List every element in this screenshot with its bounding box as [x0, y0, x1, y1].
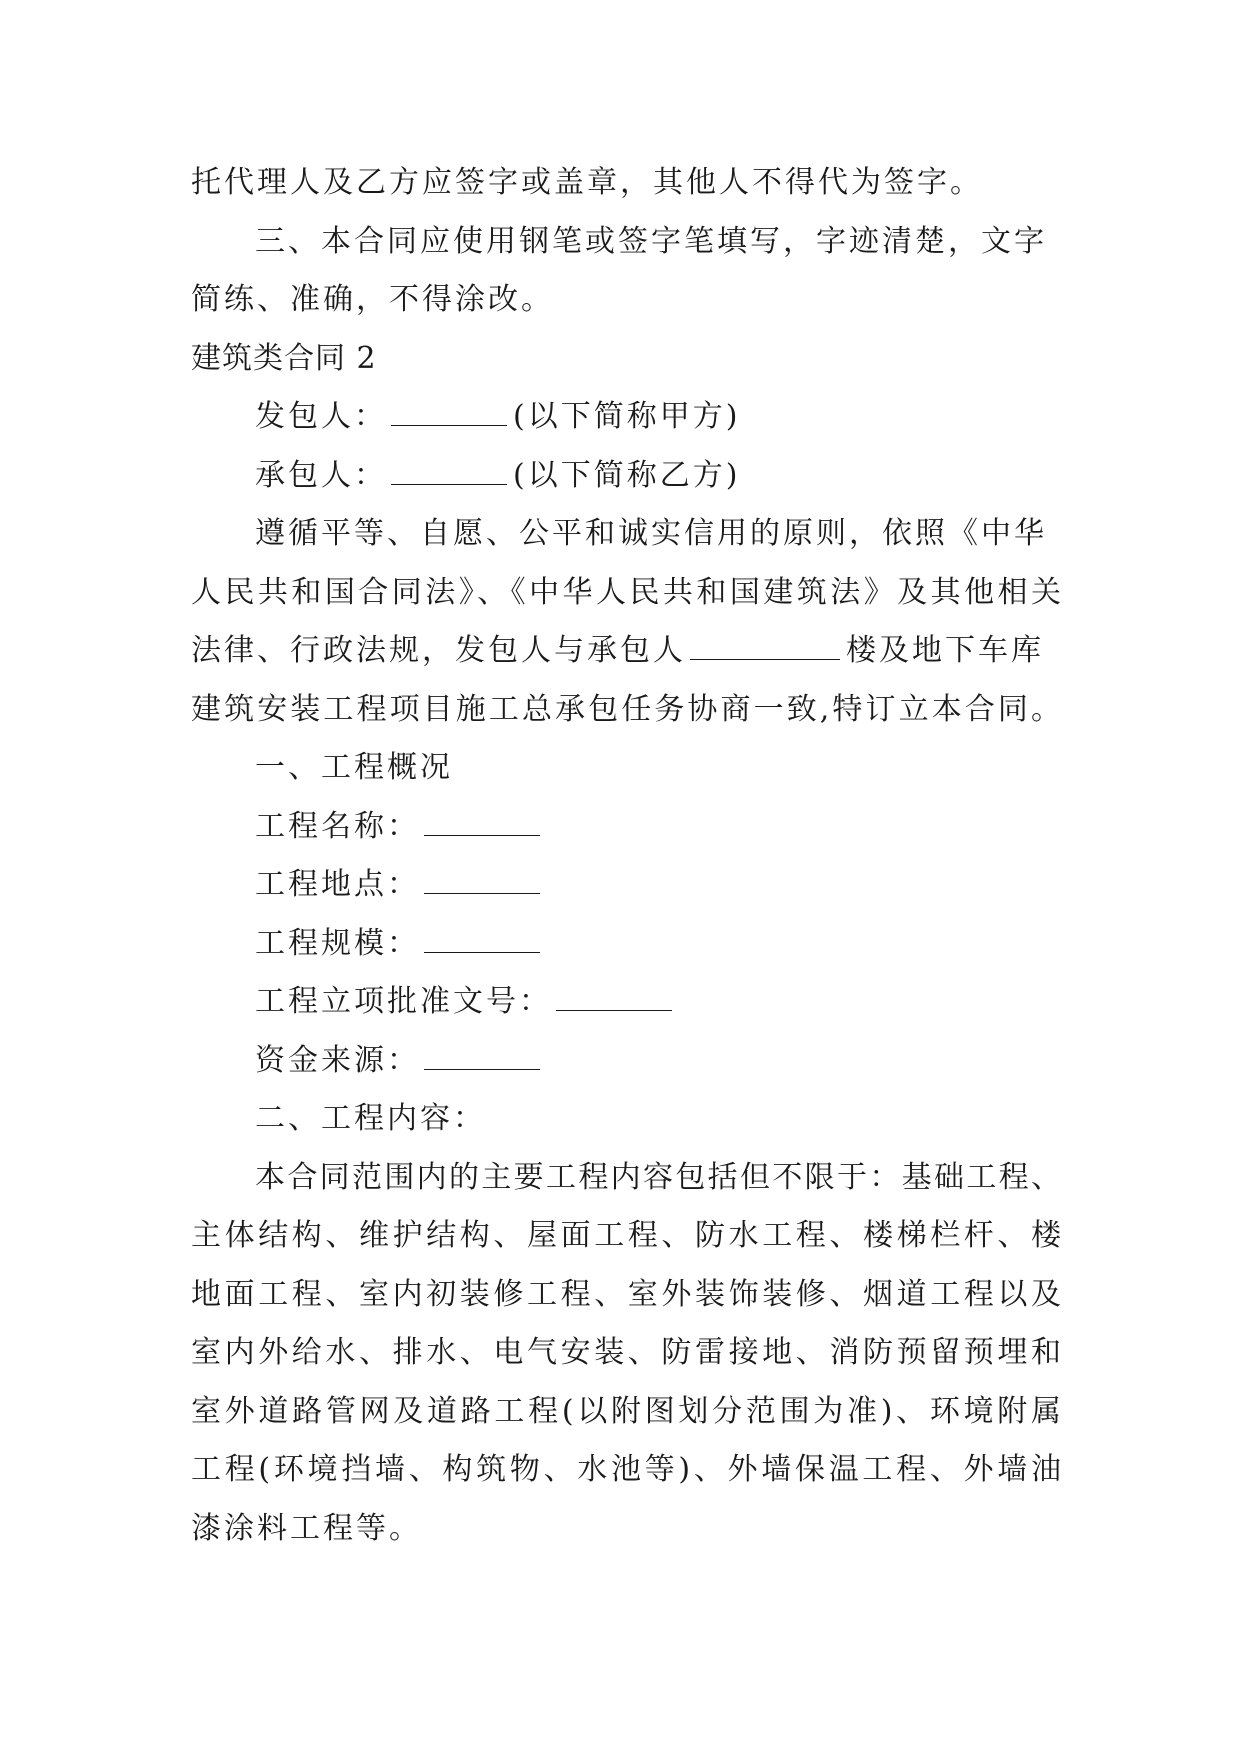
funding-source-line — [191, 1032, 1061, 1091]
project-location-label: 工程地点： — [255, 867, 420, 902]
paragraph-line: 本合同范围内的主要工程内容包括但不限于：基础工程、 — [255, 1159, 1061, 1195]
approval-number-line — [191, 973, 1061, 1032]
contractor-label: 承包人： — [255, 457, 387, 493]
paragraph-line: 主体结构、维护结构、屋面工程、防水工程、楼梯栏杆、楼 — [191, 1218, 1061, 1253]
document-body — [191, 154, 1061, 1558]
paragraph-line: 室外道路管网及道路工程(以附图划分范围为准)、环境附属 — [191, 1393, 1061, 1429]
paragraph-line: 托代理人及乙方应签字或盖章，其他人不得代为签字。 — [191, 165, 983, 200]
paragraph-line: 遵循平等、自愿、公平和诚实信用的原则，依照《中华 — [255, 516, 1047, 551]
project-location-blank — [424, 865, 540, 894]
paragraph-line: 漆涂料工程等。 — [191, 1510, 422, 1546]
approval-number-blank — [556, 982, 672, 1011]
paragraph-line: 三、本合同应使用钢笔或签字笔填写，字迹清楚，文字 — [255, 223, 1047, 259]
project-name-line — [191, 798, 1061, 857]
employer-blank — [391, 397, 507, 426]
funding-source-blank — [424, 1041, 540, 1070]
project-scale-blank — [424, 924, 540, 953]
project-name-label: 工程名称： — [255, 808, 420, 844]
paragraph-line: 人民共和国合同法》、《中华人民共和国建筑法》及其他相关 — [191, 574, 1061, 610]
section-title: 建筑类合同 2 — [191, 340, 377, 376]
employer-label: 发包人： — [255, 399, 387, 434]
funding-source-label: 资金来源： — [255, 1042, 420, 1078]
subsection-title: 二、工程内容： — [255, 1101, 486, 1136]
paragraph-line: 地面工程、室内初装修工程、室外装饰装修、烟道工程以及 — [191, 1276, 1061, 1312]
paragraph-text: 法律、行政法规，发包人与承包人 — [191, 633, 686, 668]
contractor-line — [191, 447, 1061, 506]
paragraph-line — [191, 622, 1061, 681]
contractor-note: (以下简称乙方) — [513, 457, 741, 493]
paragraph-text: 楼及地下车库 — [846, 633, 1044, 668]
employer-note: (以下简称甲方) — [513, 399, 741, 434]
project-name-blank — [424, 807, 540, 836]
employer-line — [191, 388, 1061, 447]
paragraph-line: 建筑安装工程项目施工总承包任务协商一致,特订立本合同。 — [191, 691, 1061, 727]
project-location-line — [191, 856, 1061, 915]
paragraph-line: 简练、准确，不得涂改。 — [191, 282, 554, 317]
project-scale-label: 工程规模： — [255, 925, 420, 961]
project-blank — [690, 631, 840, 660]
subsection-title: 一、工程概况 — [255, 750, 453, 785]
paragraph-line: 室内外给水、排水、电气安装、防雷接地、消防预留预埋和 — [191, 1335, 1061, 1370]
approval-number-label: 工程立项批准文号： — [255, 984, 552, 1019]
paragraph-line: 工程(环境挡墙、构筑物、水池等)、外墙保温工程、外墙油 — [191, 1452, 1061, 1487]
contractor-blank — [391, 456, 507, 485]
project-scale-line — [191, 915, 1061, 974]
